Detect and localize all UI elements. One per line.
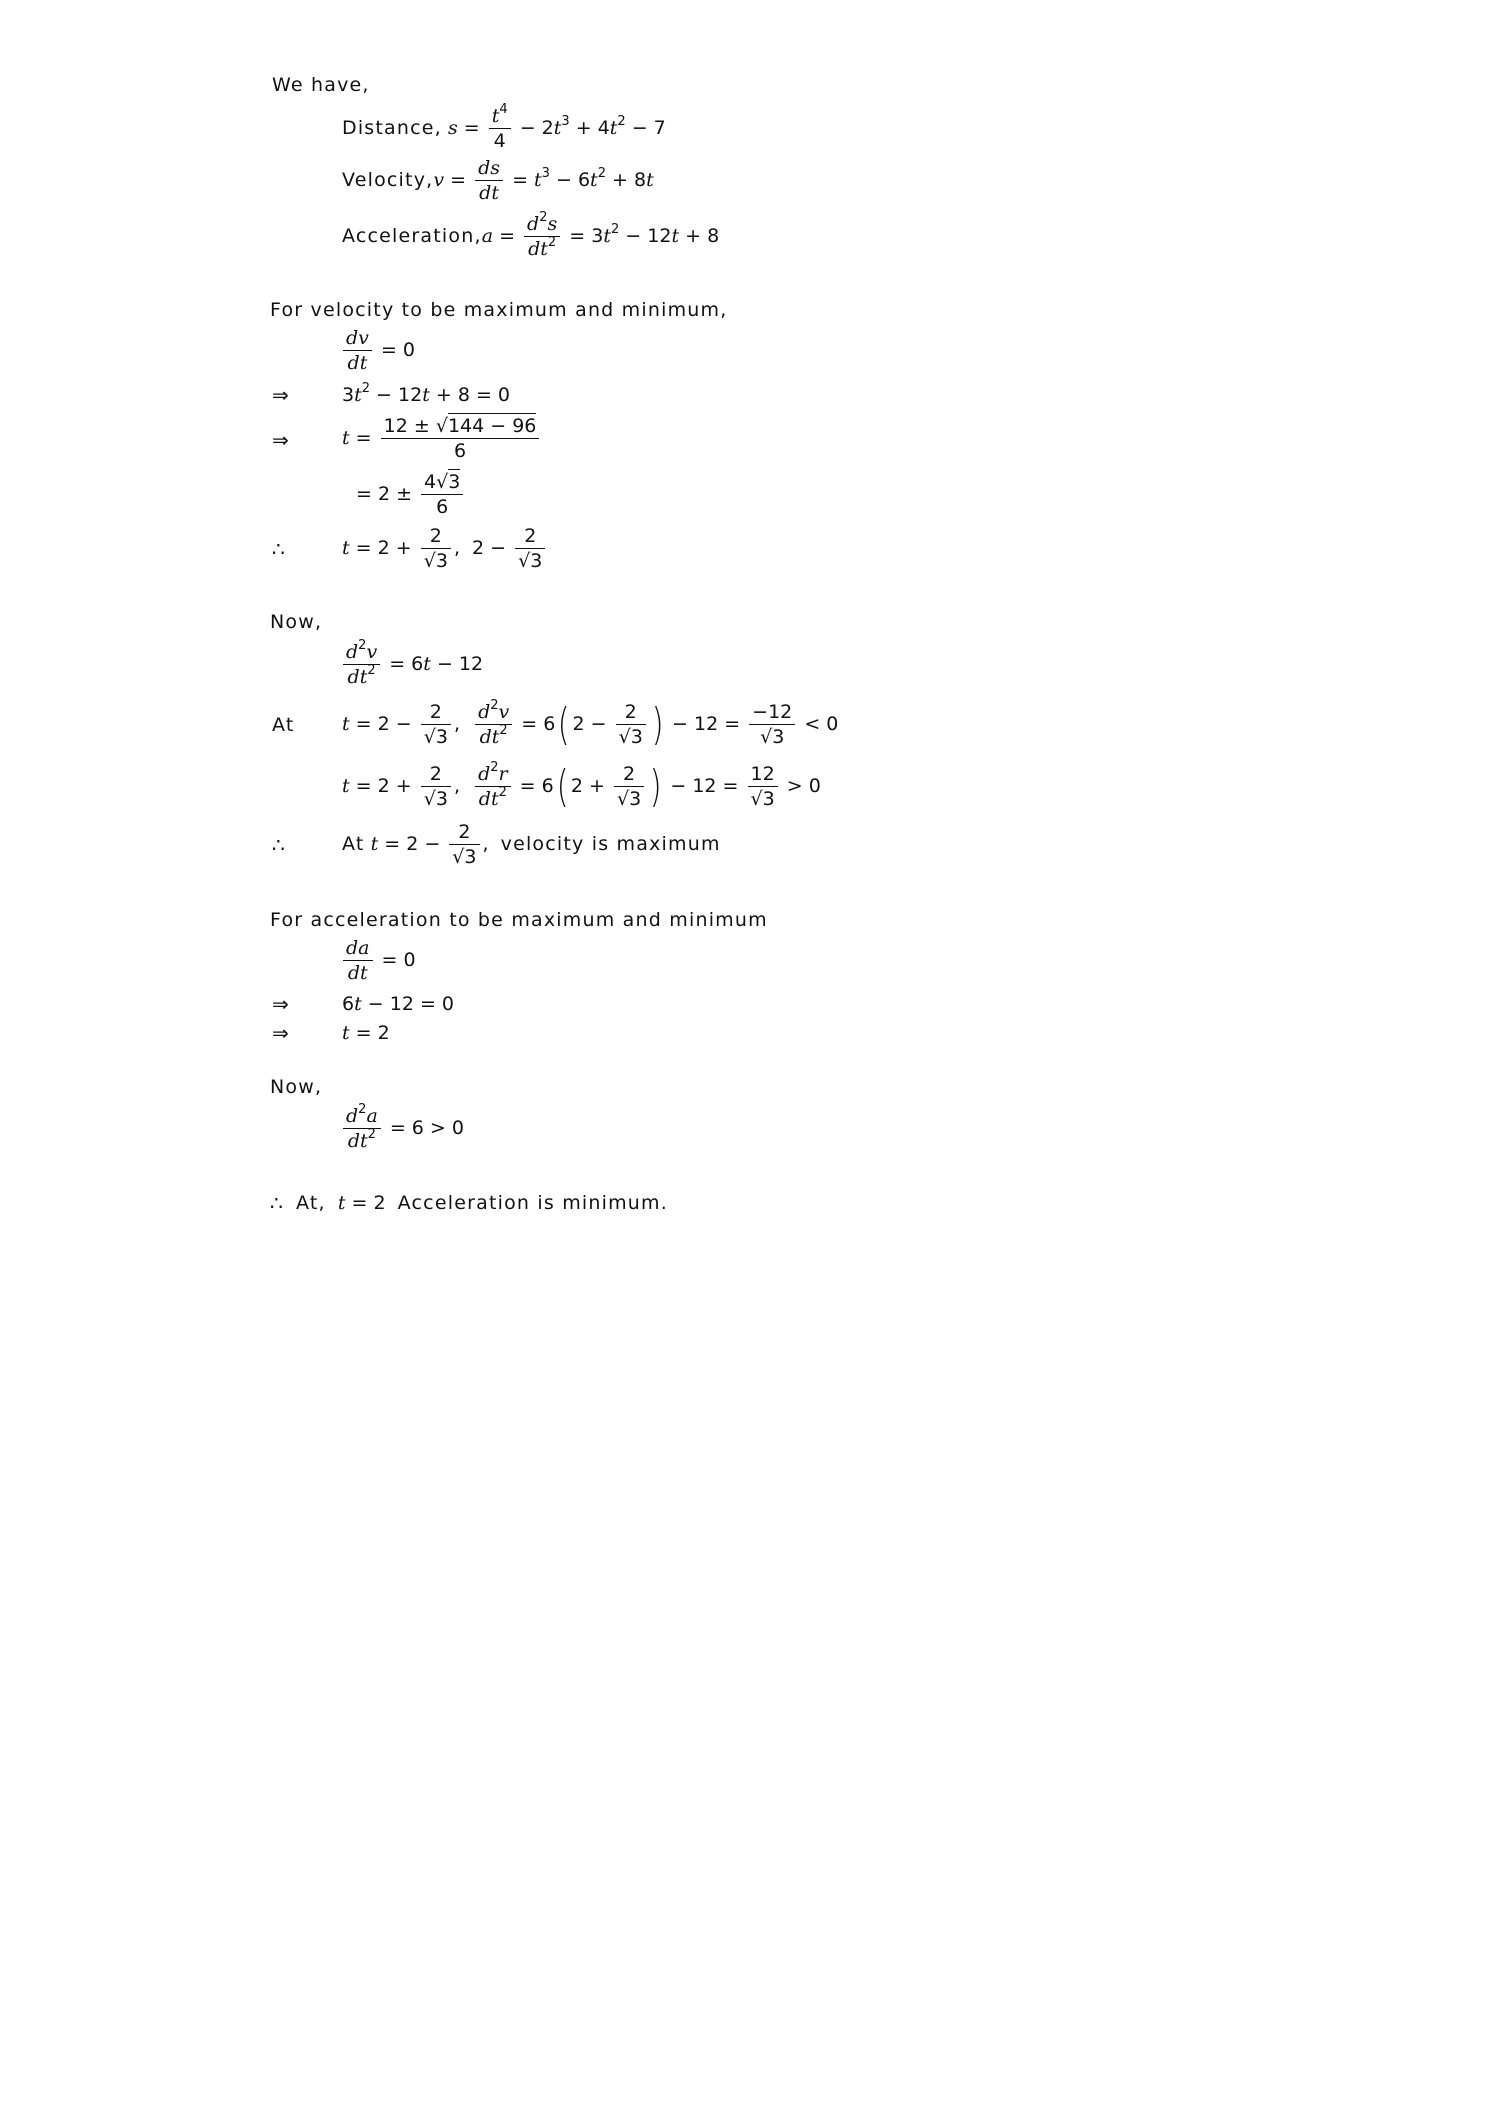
- we-have-label: We have,: [272, 74, 370, 96]
- fraction: $\frac{4√3}{6}$: [421, 470, 463, 519]
- fraction: $\frac{dv}{dt}$: [343, 326, 372, 375]
- fraction: $\frac{2}{√3}$: [421, 762, 451, 811]
- therefore-symbol: ∴: [272, 833, 285, 857]
- fraction: $\frac{2}{√3}$: [421, 524, 451, 573]
- distance-equation: Distance, s = $\frac{t^4}{4}$ − $2t^3 + 4t^2 - 7$: [342, 102, 666, 152]
- fraction: $\frac{d^2v}{dt^2}$: [475, 700, 512, 749]
- simplified-root: = 2 ± $\frac{4√3}{6}$: [356, 470, 466, 519]
- fraction: $\frac{2}{√3}$: [515, 524, 545, 573]
- acceleration-equation: Acceleration,a = $\frac{d^2s}{dt^2}$ = $3t^2 - 12t + 8$: [342, 210, 720, 260]
- velocity-equation: Velocity,v = $\frac{ds}{dt}$ = $t^3 - 6t^2 + 8t$: [342, 157, 654, 204]
- fraction: $\frac{-12}{√3}$: [749, 700, 795, 749]
- velocity-label: Velocity,: [342, 169, 434, 191]
- quadratic-formula: t = $\frac{12 \pm √144 - 96}{6}$: [342, 414, 542, 463]
- implies-symbol: ⇒: [272, 992, 289, 1016]
- quadratic-equation: $3t^2 - 12t + 8 = 0$: [342, 381, 511, 406]
- test-at-plus-root: t = 2 + $\frac{2}{√3}$ , $\frac{d^2r}{dt^2}$ = 6( 2 + $\frac{2}{√3}$ ) − 12 = $\frac{12}{√3}$ > 0: [342, 760, 821, 812]
- fraction: $\frac{12 \pm √144 - 96}{6}$: [381, 414, 540, 463]
- therefore-symbol: ∴: [270, 1191, 283, 1215]
- distance-label: Distance,: [342, 117, 442, 139]
- fraction: $\frac{d^2s}{dt^2}$: [524, 212, 560, 261]
- second-derivative-velocity: $\frac{d^2v}{dt^2}$ = 6t − 12: [340, 640, 483, 689]
- implies-symbol: ⇒: [272, 383, 289, 407]
- fraction: $\frac{da}{dt}$: [343, 936, 373, 985]
- fraction: $\frac{d^2a}{dt^2}$: [343, 1104, 381, 1153]
- fraction: $\frac{d^2r}{dt^2}$: [475, 762, 511, 811]
- therefore-symbol: ∴: [272, 537, 285, 561]
- fraction: $\frac{ds}{dt}$: [475, 156, 503, 205]
- fraction: $\frac{2}{√3}$: [616, 700, 646, 749]
- t-equals-two: t = 2: [342, 1022, 390, 1044]
- test-at-minus-root: t = 2 − $\frac{2}{√3}$ , $\frac{d^2v}{dt^2}$ = 6( 2 − $\frac{2}{√3}$ ) − 12 = $\frac{-12}{√3}$ < 0: [342, 698, 839, 750]
- accel-max-min-heading: For acceleration to be maximum and minimum: [270, 909, 768, 931]
- roots-result: t = 2 + $\frac{2}{√3}$ , 2 − $\frac{2}{√3}$: [342, 524, 548, 573]
- at-label: At: [272, 714, 295, 736]
- fraction: $\frac{12}{√3}$: [748, 762, 778, 811]
- acceleration-minimum-conclusion: At, t = 2 Acceleration is minimum.: [296, 1192, 668, 1214]
- fraction: $\frac{2}{√3}$: [614, 762, 644, 811]
- at-prefix: At: [342, 833, 365, 855]
- linear-equation: 6t − 12 = 0: [342, 993, 454, 1015]
- conclusion-at: At,: [296, 1192, 326, 1214]
- now-label: Now,: [270, 611, 323, 633]
- fraction: $\frac{t^4}{4}$: [489, 104, 511, 153]
- fraction: $\frac{2}{√3}$: [421, 700, 451, 749]
- velocity-maximum-text: velocity is maximum: [500, 833, 721, 855]
- dv-dt-equation: $\frac{dv}{dt}$ = 0: [340, 326, 415, 375]
- conclusion-text: Acceleration is minimum.: [397, 1192, 668, 1214]
- implies-symbol: ⇒: [272, 1021, 289, 1045]
- fraction: $\frac{d^2v}{dt^2}$: [343, 640, 380, 689]
- velocity-maximum-conclusion: At t = 2 − $\frac{2}{√3}$ , velocity is maximum: [342, 821, 721, 868]
- fraction: $\frac{2}{√3}$: [449, 820, 479, 869]
- second-derivative-acceleration: $\frac{d^2a}{dt^2}$ = 6 > 0: [340, 1104, 464, 1153]
- acceleration-label: Acceleration,: [342, 225, 482, 247]
- velocity-max-min-heading: For velocity to be maximum and minimum,: [270, 299, 728, 321]
- implies-symbol: ⇒: [272, 428, 289, 452]
- da-dt-equation: $\frac{da}{dt}$ = 0: [340, 936, 416, 985]
- now-label-2: Now,: [270, 1076, 323, 1098]
